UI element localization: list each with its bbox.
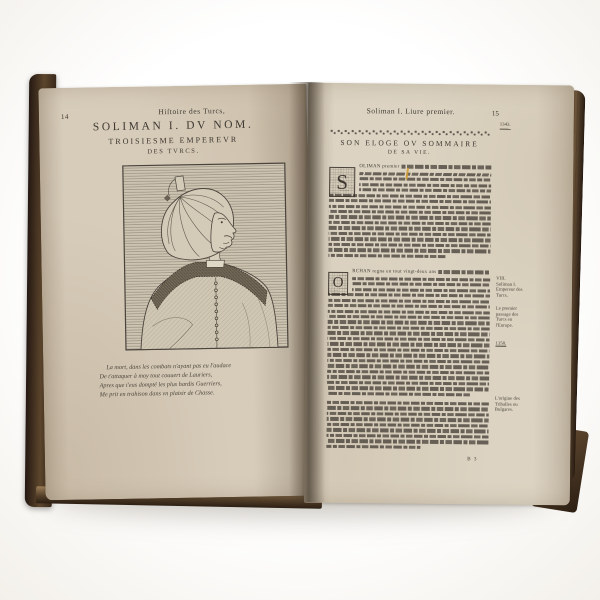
body-text-line xyxy=(328,331,490,336)
margin-note-line: Triballes ou xyxy=(494,402,518,408)
body-text-line xyxy=(328,248,490,253)
body-paragraph-1 xyxy=(328,163,491,261)
margin-note-line: Turcs. xyxy=(495,293,508,299)
body-text-line xyxy=(329,204,491,209)
margin-year: 1343. xyxy=(499,122,511,128)
body-text-line xyxy=(327,392,470,397)
signature-mark: B 3 xyxy=(467,456,478,463)
body-text-line xyxy=(327,348,489,353)
left-page xyxy=(38,84,313,501)
body-text-line xyxy=(329,199,491,204)
body-text-line xyxy=(328,293,490,298)
body-text-line xyxy=(359,188,491,193)
body-text-line xyxy=(352,277,490,282)
left-page-number: 14 xyxy=(60,112,69,121)
body-text-line xyxy=(328,254,445,259)
body-text-line xyxy=(328,337,490,342)
body-text-line xyxy=(329,210,491,215)
body-text-line xyxy=(328,309,490,314)
verse-line: La mort, dans les combats n'ayant pas eu l'audace xyxy=(106,362,232,372)
body-text-line xyxy=(329,215,491,220)
body-text-line xyxy=(327,406,489,411)
margin-note-line: passage des xyxy=(495,312,519,318)
body-text-line xyxy=(327,353,489,358)
body-text-line xyxy=(328,243,490,248)
body-text-line xyxy=(327,417,489,422)
gutter-shadow xyxy=(289,82,325,502)
right-page-number: 15 xyxy=(491,109,499,118)
margin-note-line: Soliman I. xyxy=(496,282,517,288)
body-text-line xyxy=(326,434,488,439)
body-text-line xyxy=(327,401,489,406)
body-text-line xyxy=(327,375,489,380)
margin-note xyxy=(495,397,541,414)
body-text-line xyxy=(327,370,489,375)
body-text-line xyxy=(438,270,490,274)
left-running-title: Hiſtoire des Turcs, xyxy=(158,106,226,117)
body-text-line xyxy=(329,193,491,198)
verse-quatrain xyxy=(99,360,300,399)
body-text-line xyxy=(328,326,490,331)
margin-note-line: 1358. xyxy=(495,341,507,347)
body-text-line xyxy=(359,177,491,182)
body-text-line xyxy=(327,381,489,386)
verse-line: Me prit en trahison dans vn plaisir de Chasse. xyxy=(99,389,215,399)
body-text-line xyxy=(329,237,491,242)
body-text-line xyxy=(327,412,489,417)
body-text-line xyxy=(327,423,489,428)
drop-cap-S: S xyxy=(329,167,355,197)
body-text-line xyxy=(359,172,491,177)
margin-note-line: l'Europe. xyxy=(495,323,513,329)
section-title-line2: DE SA VIE. xyxy=(387,149,432,156)
body-text-line xyxy=(327,428,489,433)
chapter-title-line2: TROISIESME EMPEREVR xyxy=(108,134,239,147)
chapter-title-line3: DES TVRCS. xyxy=(147,147,200,156)
margin-note-line: Bulgares. xyxy=(494,407,514,413)
paragraph1-lead-in: OLIMAN premier xyxy=(359,163,400,170)
margin-note-line: Le premier xyxy=(495,306,518,312)
margin-note xyxy=(495,342,541,348)
section-title-line1: SON ELOGE OV SOMMAIRE xyxy=(340,137,479,149)
right-running-title: Soliman I. Liure premier. xyxy=(366,106,456,117)
body-text-line xyxy=(327,342,489,347)
body-text-line xyxy=(327,359,489,364)
body-text-line xyxy=(326,445,420,449)
body-text-line xyxy=(402,165,492,169)
fleuron-row-icon xyxy=(330,129,490,137)
right-page xyxy=(304,83,574,506)
margin-note-line: Turcs en xyxy=(495,317,513,323)
body-text-line xyxy=(327,364,489,369)
paragraph2-lead-in: RCHAN regna en tout vingt-deux ans xyxy=(352,268,437,275)
body-text-line xyxy=(352,288,490,293)
body-paragraph-2 xyxy=(327,268,490,399)
body-text-line xyxy=(328,298,490,303)
chapter-title-line1: SOLIMAN I. DV NOM. xyxy=(92,118,254,134)
body-text-line xyxy=(329,226,491,231)
body-text-line xyxy=(328,315,490,320)
body-text-line xyxy=(329,221,491,226)
body-text-line xyxy=(327,386,489,391)
body-text-line xyxy=(352,282,490,287)
margin-note-line: Empereur des xyxy=(496,287,523,293)
margin-note xyxy=(496,307,542,329)
margin-note-line: VIII. xyxy=(496,276,506,282)
body-text-line xyxy=(328,304,490,309)
body-text-line xyxy=(328,320,490,325)
body-text-line xyxy=(326,439,488,444)
verse-line: Apres que i'eus dompté les plus hardis Guerriers, xyxy=(99,380,222,390)
verse-line: De t'attaquer à moy tout couuert de Lauriers, xyxy=(99,371,213,381)
drop-cap-O: O xyxy=(328,272,348,295)
turban-bust-engraving-icon xyxy=(122,162,289,351)
body-text-line xyxy=(329,232,491,237)
body-paragraph-3 xyxy=(326,401,489,452)
body-text-line xyxy=(359,183,491,188)
margin-note xyxy=(496,277,542,299)
margin-note-line: L'origine des xyxy=(494,396,520,402)
